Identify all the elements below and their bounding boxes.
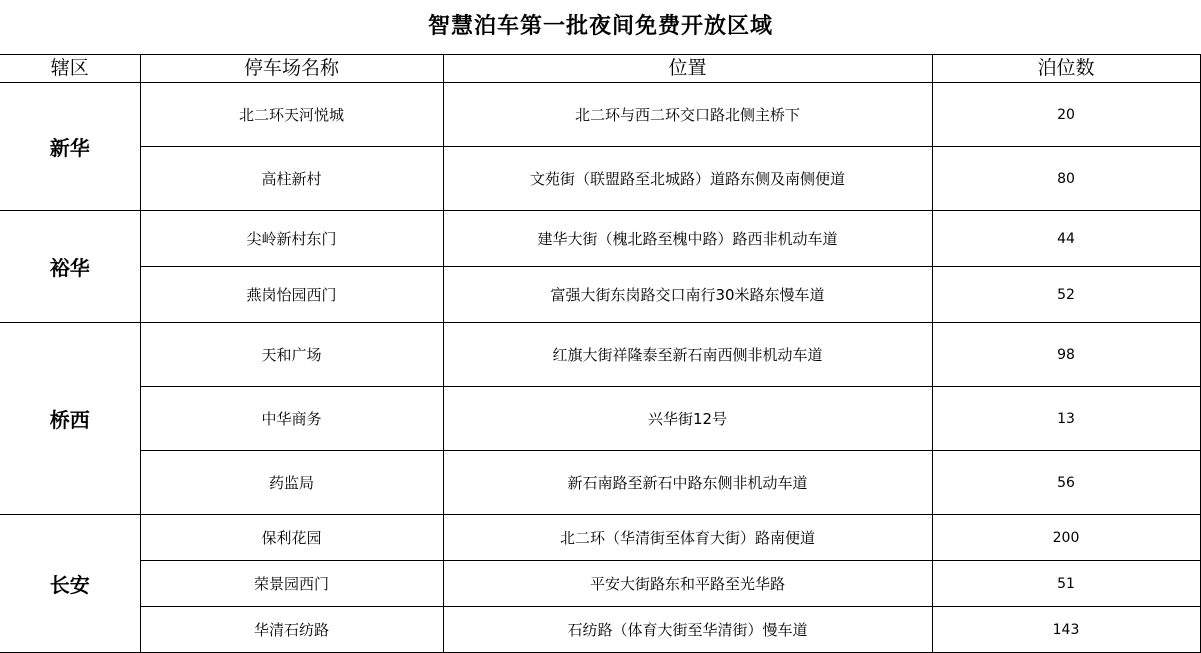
location-cell: 建华大街（槐北路至槐中路）路西非机动车道 — [443, 211, 932, 267]
name-cell: 燕岗怡园西门 — [140, 267, 443, 323]
table-row — [0, 451, 1200, 515]
name-cell: 保利花园 — [140, 515, 443, 561]
table-row — [0, 267, 1200, 323]
district-cell: 桥西 — [0, 323, 140, 515]
name-cell: 中华商务 — [140, 387, 443, 451]
name-cell: 华清石纺路 — [140, 607, 443, 653]
table-row — [0, 83, 1200, 147]
table-row — [0, 607, 1200, 653]
district-cell: 裕华 — [0, 211, 140, 323]
header-name: 停车场名称 — [140, 55, 443, 83]
location-cell: 新石南路至新石中路东侧非机动车道 — [443, 451, 932, 515]
spaces-cell: 13 — [932, 387, 1200, 451]
location-cell: 平安大街路东和平路至光华路 — [443, 561, 932, 607]
spaces-cell: 98 — [932, 323, 1200, 387]
spaces-cell: 200 — [932, 515, 1200, 561]
header-location: 位置 — [443, 55, 932, 83]
name-cell: 荣景园西门 — [140, 561, 443, 607]
table-header-row — [0, 55, 1200, 83]
spaces-cell: 20 — [932, 83, 1200, 147]
spaces-cell: 56 — [932, 451, 1200, 515]
location-cell: 北二环（华清街至体育大街）路南便道 — [443, 515, 932, 561]
location-cell: 文苑街（联盟路至北城路）道路东侧及南侧便道 — [443, 147, 932, 211]
location-cell: 红旗大街祥隆泰至新石南西侧非机动车道 — [443, 323, 932, 387]
header-spaces: 泊位数 — [932, 55, 1200, 83]
name-cell: 天和广场 — [140, 323, 443, 387]
name-cell: 高柱新村 — [140, 147, 443, 211]
parking-table — [0, 54, 1201, 653]
table-row — [0, 561, 1200, 607]
location-cell: 富强大街东岗路交口南行30米路东慢车道 — [443, 267, 932, 323]
table-row — [0, 211, 1200, 267]
spaces-cell: 44 — [932, 211, 1200, 267]
spaces-cell: 52 — [932, 267, 1200, 323]
table-row — [0, 515, 1200, 561]
spaces-cell: 51 — [932, 561, 1200, 607]
name-cell: 药监局 — [140, 451, 443, 515]
district-cell: 新华 — [0, 83, 140, 211]
name-cell: 尖岭新村东门 — [140, 211, 443, 267]
district-cell: 长安 — [0, 515, 140, 653]
location-cell: 北二环与西二环交口路北侧主桥下 — [443, 83, 932, 147]
location-cell: 石纺路（体育大街至华清街）慢车道 — [443, 607, 932, 653]
page-title: 智慧泊车第一批夜间免费开放区域 — [427, 14, 773, 39]
spaces-cell: 143 — [932, 607, 1200, 653]
header-district: 辖区 — [0, 55, 140, 83]
table-row — [0, 147, 1200, 211]
spaces-cell: 80 — [932, 147, 1200, 211]
name-cell: 北二环天河悦城 — [140, 83, 443, 147]
table-row — [0, 387, 1200, 451]
location-cell: 兴华街12号 — [443, 387, 932, 451]
table-row — [0, 323, 1200, 387]
